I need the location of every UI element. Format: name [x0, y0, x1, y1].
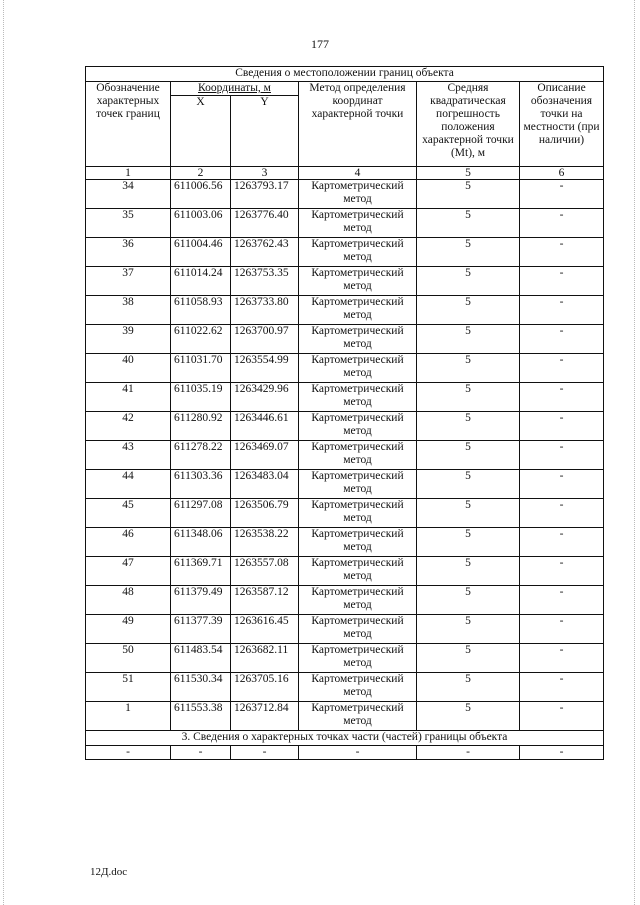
- method-cell: Картометрический метод: [299, 267, 417, 296]
- mean-error-cell: 5: [417, 615, 520, 644]
- method-cell: Картометрический метод: [299, 557, 417, 586]
- table-row: [86, 673, 604, 702]
- method-cell: Картометрический метод: [299, 470, 417, 499]
- coord-x: 611377.39: [171, 615, 231, 644]
- point-number: 34: [86, 180, 171, 209]
- point-number: 36: [86, 238, 171, 267]
- description-cell: -: [520, 702, 604, 731]
- table-row: [86, 528, 604, 557]
- table-row: [86, 557, 604, 586]
- section3-title: 3. Сведения о характерных точках части (частей) границы объекта: [86, 731, 604, 746]
- coord-x: 611280.92: [171, 412, 231, 441]
- section3-cell: -: [231, 746, 299, 760]
- description-cell: -: [520, 412, 604, 441]
- point-number: 44: [86, 470, 171, 499]
- header-coordinates: Координаты, м: [171, 82, 299, 96]
- point-number: 47: [86, 557, 171, 586]
- coord-y: 1263554.99: [231, 354, 299, 383]
- description-cell: -: [520, 267, 604, 296]
- point-number: 43: [86, 441, 171, 470]
- coord-x: 611369.71: [171, 557, 231, 586]
- description-cell: -: [520, 615, 604, 644]
- coord-x: 611004.46: [171, 238, 231, 267]
- col-number: 1: [86, 167, 171, 180]
- table-row: [86, 383, 604, 412]
- coord-y: 1263429.96: [231, 383, 299, 412]
- header-description: Описание обозначения точки на местности (при наличии): [520, 82, 604, 167]
- coord-y: 1263506.79: [231, 499, 299, 528]
- table-row: [86, 702, 604, 731]
- section3-cell: -: [417, 746, 520, 760]
- footer-filename: 12Д.doc: [90, 866, 128, 878]
- point-number: 49: [86, 615, 171, 644]
- table-row: [86, 238, 604, 267]
- point-number: 39: [86, 325, 171, 354]
- section3-cell: -: [520, 746, 604, 760]
- table-row: [86, 412, 604, 441]
- table-row: [86, 441, 604, 470]
- header-mean-error: Средняя квадратическая погрешность положения характерной точки (Mt), м: [417, 82, 520, 167]
- mean-error-cell: 5: [417, 412, 520, 441]
- description-cell: -: [520, 644, 604, 673]
- coord-y: 1263469.07: [231, 441, 299, 470]
- coord-y: 1263733.80: [231, 296, 299, 325]
- method-cell: Картометрический метод: [299, 441, 417, 470]
- col-number: 6: [520, 167, 604, 180]
- coord-y: 1263616.45: [231, 615, 299, 644]
- mean-error-cell: 5: [417, 180, 520, 209]
- description-cell: -: [520, 296, 604, 325]
- col-number: 5: [417, 167, 520, 180]
- description-cell: -: [520, 586, 604, 615]
- mean-error-cell: 5: [417, 499, 520, 528]
- header-y: Y: [231, 96, 299, 167]
- coord-x: 611530.34: [171, 673, 231, 702]
- description-cell: -: [520, 180, 604, 209]
- coord-y: 1263483.04: [231, 470, 299, 499]
- coord-x: 611553.38: [171, 702, 231, 731]
- description-cell: -: [520, 470, 604, 499]
- header-x: X: [171, 96, 231, 167]
- table-title: Сведения о местоположении границ объекта: [86, 67, 604, 82]
- point-number: 46: [86, 528, 171, 557]
- coord-y: 1263762.43: [231, 238, 299, 267]
- coord-y: 1263712.84: [231, 702, 299, 731]
- coord-x: 611348.06: [171, 528, 231, 557]
- point-number: 37: [86, 267, 171, 296]
- mean-error-cell: 5: [417, 238, 520, 267]
- coord-y: 1263700.97: [231, 325, 299, 354]
- coord-x: 611031.70: [171, 354, 231, 383]
- coord-x: 611303.36: [171, 470, 231, 499]
- method-cell: Картометрический метод: [299, 238, 417, 267]
- boundary-points-table: [85, 66, 604, 760]
- coord-y: 1263538.22: [231, 528, 299, 557]
- method-cell: Картометрический метод: [299, 528, 417, 557]
- coord-x: 611003.06: [171, 209, 231, 238]
- section3-cell: -: [299, 746, 417, 760]
- table-row: [86, 644, 604, 673]
- coord-x: 611483.54: [171, 644, 231, 673]
- header-method: Метод определения координат характерной точки: [299, 82, 417, 167]
- table-row: [86, 325, 604, 354]
- table-row: [86, 586, 604, 615]
- mean-error-cell: 5: [417, 383, 520, 412]
- coord-x: 611278.22: [171, 441, 231, 470]
- description-cell: -: [520, 325, 604, 354]
- coord-y: 1263753.35: [231, 267, 299, 296]
- table-row: [86, 470, 604, 499]
- col-number: 3: [231, 167, 299, 180]
- method-cell: Картометрический метод: [299, 615, 417, 644]
- method-cell: Картометрический метод: [299, 412, 417, 441]
- coord-x: 611035.19: [171, 383, 231, 412]
- header-point-designation: Обозначение характерных точек границ: [86, 82, 171, 167]
- table-row: [86, 180, 604, 209]
- method-cell: Картометрический метод: [299, 296, 417, 325]
- description-cell: -: [520, 209, 604, 238]
- mean-error-cell: 5: [417, 586, 520, 615]
- page-number: 177: [311, 37, 329, 51]
- table-row: [86, 267, 604, 296]
- description-cell: -: [520, 441, 604, 470]
- description-cell: -: [520, 238, 604, 267]
- coord-x: 611379.49: [171, 586, 231, 615]
- left-margin-rule: [3, 0, 4, 905]
- point-number: 51: [86, 673, 171, 702]
- method-cell: Картометрический метод: [299, 383, 417, 412]
- description-cell: -: [520, 557, 604, 586]
- right-margin-rule: [634, 0, 635, 905]
- point-number: 1: [86, 702, 171, 731]
- mean-error-cell: 5: [417, 441, 520, 470]
- table-row: [86, 354, 604, 383]
- point-number: 35: [86, 209, 171, 238]
- coord-y: 1263557.08: [231, 557, 299, 586]
- table-row: [86, 296, 604, 325]
- mean-error-cell: 5: [417, 209, 520, 238]
- coord-y: 1263682.11: [231, 644, 299, 673]
- coord-y: 1263776.40: [231, 209, 299, 238]
- mean-error-cell: 5: [417, 528, 520, 557]
- coord-x: 611006.56: [171, 180, 231, 209]
- coord-y: 1263446.61: [231, 412, 299, 441]
- point-number: 45: [86, 499, 171, 528]
- method-cell: Картометрический метод: [299, 209, 417, 238]
- mean-error-cell: 5: [417, 354, 520, 383]
- point-number: 42: [86, 412, 171, 441]
- table-row: [86, 209, 604, 238]
- method-cell: Картометрический метод: [299, 180, 417, 209]
- method-cell: Картометрический метод: [299, 586, 417, 615]
- table-row: [86, 499, 604, 528]
- coord-y: 1263793.17: [231, 180, 299, 209]
- mean-error-cell: 5: [417, 557, 520, 586]
- mean-error-cell: 5: [417, 644, 520, 673]
- mean-error-cell: 5: [417, 702, 520, 731]
- table-row: [86, 615, 604, 644]
- col-number: 2: [171, 167, 231, 180]
- method-cell: Картометрический метод: [299, 325, 417, 354]
- mean-error-cell: 5: [417, 673, 520, 702]
- mean-error-cell: 5: [417, 267, 520, 296]
- method-cell: Картометрический метод: [299, 499, 417, 528]
- section3-cell: -: [86, 746, 171, 760]
- method-cell: Картометрический метод: [299, 644, 417, 673]
- point-number: 38: [86, 296, 171, 325]
- point-number: 41: [86, 383, 171, 412]
- col-number: 4: [299, 167, 417, 180]
- description-cell: -: [520, 383, 604, 412]
- mean-error-cell: 5: [417, 470, 520, 499]
- coord-x: 611014.24: [171, 267, 231, 296]
- description-cell: -: [520, 528, 604, 557]
- method-cell: Картометрический метод: [299, 354, 417, 383]
- description-cell: -: [520, 673, 604, 702]
- method-cell: Картометрический метод: [299, 702, 417, 731]
- description-cell: -: [520, 499, 604, 528]
- point-number: 50: [86, 644, 171, 673]
- method-cell: Картометрический метод: [299, 673, 417, 702]
- mean-error-cell: 5: [417, 296, 520, 325]
- coord-x: 611058.93: [171, 296, 231, 325]
- point-number: 40: [86, 354, 171, 383]
- coord-x: 611297.08: [171, 499, 231, 528]
- point-number: 48: [86, 586, 171, 615]
- coord-y: 1263587.12: [231, 586, 299, 615]
- coord-y: 1263705.16: [231, 673, 299, 702]
- description-cell: -: [520, 354, 604, 383]
- coord-x: 611022.62: [171, 325, 231, 354]
- mean-error-cell: 5: [417, 325, 520, 354]
- section3-cell: -: [171, 746, 231, 760]
